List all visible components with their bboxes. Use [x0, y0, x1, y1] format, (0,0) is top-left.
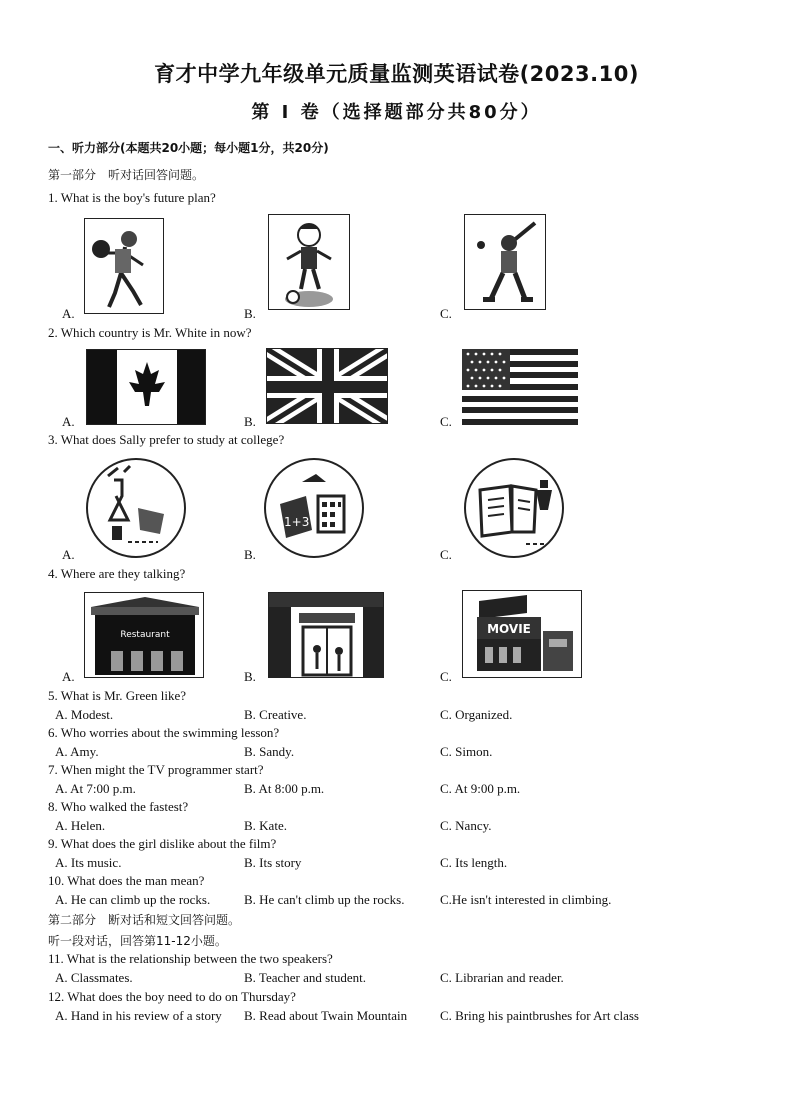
q10-option-b[interactable]: B. He can't climb up the rocks.	[244, 892, 405, 907]
movie-sign: MOVIE	[487, 622, 531, 636]
q9-option-a[interactable]: A. Its music.	[55, 855, 122, 870]
q7-option-c[interactable]: C. At 9:00 p.m.	[440, 781, 521, 796]
question-7: 7. When might the TV programmer start?	[48, 762, 264, 777]
q12-option-a[interactable]: A. Hand in his review of a story	[55, 1008, 222, 1023]
q3-option-c: C.	[440, 547, 452, 562]
q9-option-b[interactable]: B. Its story	[244, 855, 302, 870]
q5-option-c[interactable]: C. Organized.	[440, 707, 513, 722]
q4-picture-b-shop[interactable]	[268, 592, 384, 678]
q3-option-a: A.	[62, 547, 75, 562]
q7-option-a[interactable]: A. At 7:00 p.m.	[55, 781, 136, 796]
q1-option-c: C.	[440, 306, 452, 321]
q12-option-c[interactable]: C. Bring his paintbrushes for Art class	[440, 1008, 639, 1023]
q3-picture-b-math[interactable]	[264, 458, 364, 558]
q7-option-b[interactable]: B. At 8:00 p.m.	[244, 781, 325, 796]
q3-picture-a-chemistry[interactable]	[86, 458, 186, 558]
part2-heading: 第二部分 断对话和短文回答问题。	[48, 913, 241, 927]
q4-option-a: A.	[62, 669, 75, 684]
q5-option-a[interactable]: A. Modest.	[55, 707, 114, 722]
q8-option-a[interactable]: A. Helen.	[55, 818, 106, 833]
q4-option-c: C.	[440, 669, 452, 684]
q2-option-c: C.	[440, 414, 452, 429]
q1-option-b: B.	[244, 306, 256, 321]
question-1: 1. What is the boy's future plan?	[48, 190, 216, 205]
exam-title: 育才中学九年级单元质量监测英语试卷(2023.10)	[154, 62, 639, 86]
q2-option-b: B.	[244, 414, 256, 429]
q6-option-b[interactable]: B. Sandy.	[244, 744, 295, 759]
question-5: 5. What is Mr. Green like?	[48, 688, 187, 703]
q9-option-c[interactable]: C. Its length.	[440, 855, 508, 870]
q4-picture-c-cinema[interactable]	[462, 590, 582, 678]
q10-option-c[interactable]: C.He isn't interested in climbing.	[440, 892, 612, 907]
question-9: 9. What does the girl dislike about the film?	[48, 836, 277, 851]
question-10: 10. What does the man mean?	[48, 873, 205, 888]
question-2: 2. Which country is Mr. White in now?	[48, 325, 252, 340]
q2-option-a: A.	[62, 414, 75, 429]
q10-option-a[interactable]: A. He can climb up the rocks.	[55, 892, 211, 907]
q1-option-a: A.	[62, 306, 75, 321]
question-8: 8. Who walked the fastest?	[48, 799, 189, 814]
q3-option-b: B.	[244, 547, 256, 562]
q11-option-a[interactable]: A. Classmates.	[55, 970, 133, 985]
math-symbols-label: 1+3	[284, 515, 310, 529]
question-4: 4. Where are they talking?	[48, 566, 186, 581]
q11-option-b[interactable]: B. Teacher and student.	[244, 970, 366, 985]
q1-picture-b-football[interactable]	[268, 214, 350, 310]
q4-picture-a-restaurant[interactable]	[84, 592, 204, 678]
question-11: 11. What is the relationship between the two speakers?	[48, 951, 333, 966]
q2-picture-b-uk-flag[interactable]	[266, 348, 388, 424]
exam-subtitle: 第 I 卷（选择题部分共80分）	[251, 102, 542, 123]
q2-picture-a-canada-flag[interactable]	[86, 349, 206, 425]
q6-option-a[interactable]: A. Amy.	[55, 744, 99, 759]
q2-picture-c-usa-flag[interactable]	[462, 349, 578, 425]
part1-heading: 第一部分 听对话回答问题。	[48, 168, 205, 182]
q8-option-b[interactable]: B. Kate.	[244, 818, 287, 833]
q5-option-b[interactable]: B. Creative.	[244, 707, 307, 722]
q1-picture-a-basketball[interactable]	[84, 218, 164, 314]
q11-option-c[interactable]: C. Librarian and reader.	[440, 970, 564, 985]
part2-intro: 听一段对话，回答第11-12小题。	[48, 934, 227, 948]
q12-option-b[interactable]: B. Read about Twain Mountain	[244, 1008, 408, 1023]
q6-option-c[interactable]: C. Simon.	[440, 744, 493, 759]
q3-picture-c-literature[interactable]	[464, 458, 564, 558]
question-3: 3. What does Sally prefer to study at college?	[48, 432, 285, 447]
section-heading: 一、听力部分(本题共20小题；每小题1分，共20分)	[48, 141, 329, 155]
restaurant-sign: Restaurant	[120, 630, 170, 640]
q4-option-b: B.	[244, 669, 256, 684]
question-6: 6. Who worries about the swimming lesson?	[48, 725, 280, 740]
q8-option-c[interactable]: C. Nancy.	[440, 818, 492, 833]
q1-picture-c-baseball[interactable]	[464, 214, 546, 310]
question-12: 12. What does the boy need to do on Thursday?	[48, 989, 296, 1004]
